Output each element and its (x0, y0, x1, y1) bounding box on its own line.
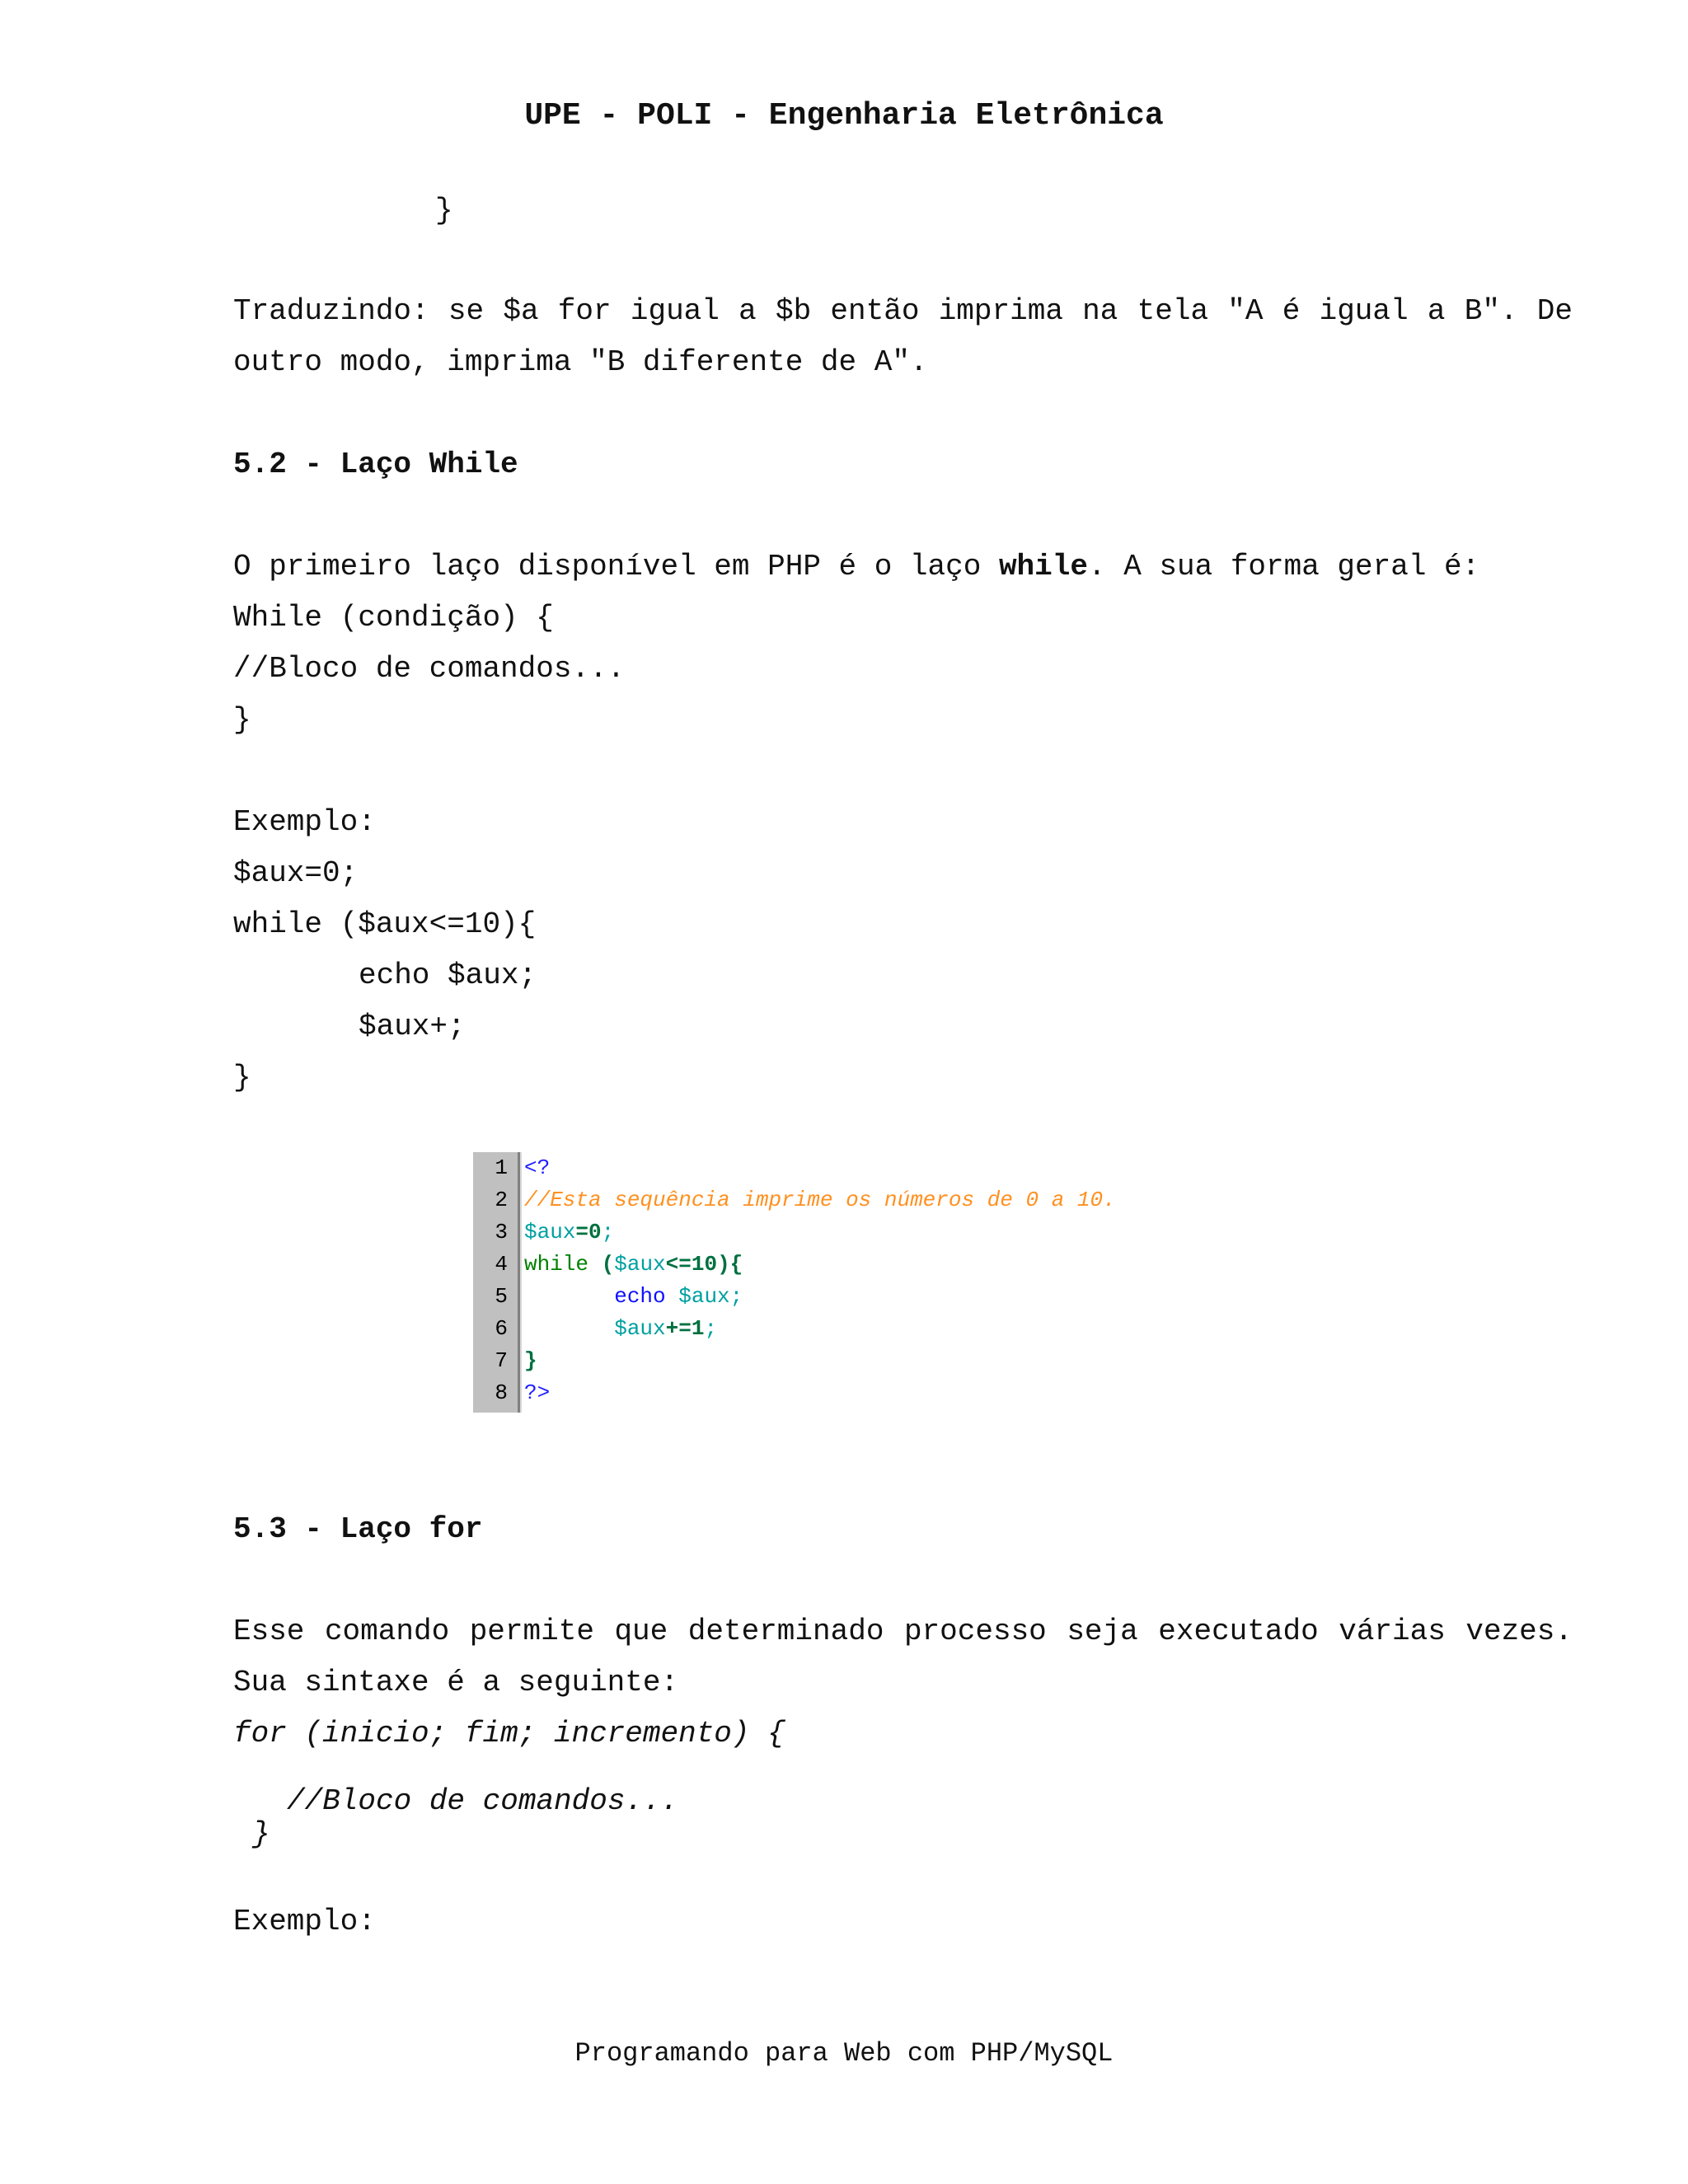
code-paren: ){ (717, 1252, 743, 1277)
line-number: 7 (495, 1348, 508, 1373)
php-open-tag: <? (524, 1155, 551, 1180)
line-number: 3 (495, 1220, 508, 1244)
for-syntax-line: //Bloco de comandos... (287, 1784, 679, 1818)
page-header: UPE - POLI - Engenharia Eletrônica (524, 98, 1164, 134)
while-example-line: } (233, 1061, 251, 1094)
code-variable: $aux (614, 1252, 666, 1277)
line-number: 4 (495, 1252, 508, 1277)
translating-paragraph-line1: Traduzindo: se $a for igual a $b então imprima na tela "A é igual a B". De (233, 294, 1573, 328)
for-syntax-line: } (252, 1817, 270, 1851)
section-53-title: 5.3 - Laço for (233, 1512, 483, 1546)
section-52-title: 5.2 - Laço While (233, 448, 518, 481)
while-example-line: while ($aux<=10){ (233, 907, 537, 941)
code-line-5 (524, 1281, 743, 1313)
while-intro-keyword: while (998, 550, 1088, 583)
page-footer: Programando para Web com PHP/MySQL (574, 2038, 1114, 2069)
code-semicolon: ; (601, 1220, 615, 1244)
for-syntax-line: for (inicio; fim; incremento) { (233, 1717, 785, 1750)
translating-paragraph-line2: outro modo, imprima "B diferente de A". (233, 345, 928, 379)
code-screenshot (473, 1152, 1231, 1414)
php-close-tag: ?> (524, 1380, 551, 1405)
code-line-4 (524, 1249, 743, 1281)
line-number: 5 (495, 1284, 508, 1309)
code-indent (524, 1316, 614, 1341)
code-line-2 (524, 1184, 1116, 1216)
while-example-line: $aux=0; (233, 856, 359, 890)
code-brace: } (524, 1348, 537, 1373)
code-line-3 (524, 1216, 614, 1249)
while-example-line: echo $aux; (359, 958, 537, 992)
for-intro-line2: Sua sintaxe é a seguinte: (233, 1666, 679, 1699)
while-example-line: $aux+; (359, 1010, 466, 1043)
while-intro-prefix: O primeiro laço disponível em PHP é o laço (233, 550, 999, 583)
line-number: 8 (495, 1380, 508, 1405)
while-syntax-line: While (condição) { (233, 601, 554, 635)
code-semicolon: ; (729, 1284, 743, 1309)
code-function: echo (614, 1284, 666, 1309)
example-label: Exemplo: (233, 805, 376, 839)
code-operator: <=10 (665, 1252, 718, 1277)
example-label: Exemplo: (233, 1905, 376, 1938)
code-variable: $aux (614, 1316, 666, 1341)
while-syntax-line: } (233, 703, 251, 737)
while-intro-suffix: . A sua forma geral é: (1087, 550, 1480, 583)
line-number: 6 (495, 1316, 508, 1341)
code-space (666, 1284, 679, 1309)
line-number: 2 (495, 1188, 508, 1212)
while-syntax-line: //Bloco de comandos... (233, 652, 626, 686)
code-line-6 (524, 1313, 717, 1345)
gutter-divider (520, 1152, 522, 1413)
code-operator: +=1 (665, 1316, 705, 1341)
code-semicolon: ; (704, 1316, 718, 1341)
code-paren: ( (588, 1252, 615, 1277)
code-indent (524, 1284, 614, 1309)
code-line-1 (524, 1152, 550, 1184)
code-variable: $aux (524, 1220, 576, 1244)
code-keyword: while (524, 1252, 589, 1277)
closing-brace: } (435, 194, 453, 227)
code-line-8 (524, 1377, 550, 1409)
line-number-gutter (473, 1152, 520, 1413)
code-comment: //Esta sequência imprime os números de 0 a 10. (524, 1188, 1116, 1212)
for-intro-line1: Esse comando permite que determinado processo seja executado várias vezes. (233, 1615, 1573, 1648)
code-variable: $aux (678, 1284, 730, 1309)
code-line-7 (524, 1345, 537, 1377)
code-operator: =0 (575, 1220, 602, 1244)
while-intro (233, 549, 1479, 585)
line-number: 1 (495, 1155, 508, 1180)
